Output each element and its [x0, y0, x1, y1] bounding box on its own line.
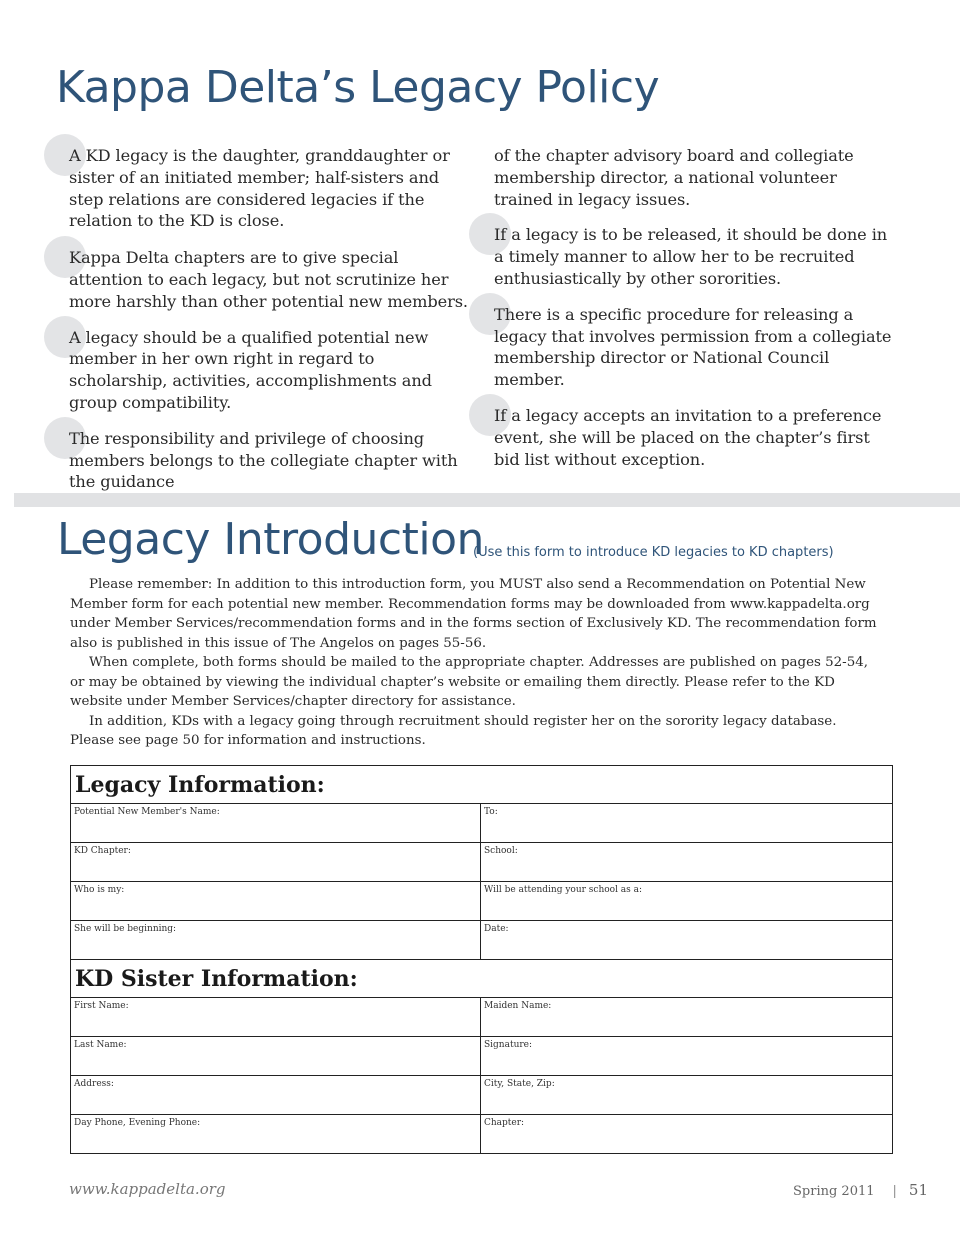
beginning-field[interactable]: She will be beginning: [71, 921, 481, 959]
policy-paragraph: Kappa Delta chapters are to give special attention to each legacy, but not scrutinize her more harshly than other potential new members. [69, 247, 469, 312]
pnm-name-field[interactable]: Potential New Member's Name: [71, 804, 481, 842]
attending-as-field[interactable]: Will be attending your school as a: [484, 885, 643, 895]
policy-paragraph: A KD legacy is the daughter, granddaughter or sister of an initiated member; half-sisters and step relations are considered legacies if the relation to the KD is close. [69, 145, 469, 232]
policy-paragraph: If a legacy is to be released, it should be done in a timely manner to allow her to be recruited enthusiastically by other sororities. [494, 224, 894, 289]
policy-paragraph: The responsibility and privilege of choosing members belongs to the collegiate chapter with the guidance [69, 428, 469, 493]
form-row [71, 804, 892, 843]
form-row [71, 1076, 892, 1115]
chapter-field[interactable]: Chapter: [484, 1118, 525, 1128]
city-state-zip-field[interactable]: City, State, Zip: [484, 1079, 555, 1089]
school-field[interactable]: School: [484, 846, 518, 856]
footer-website: www.kappadelta.org [69, 1180, 226, 1198]
intro-text [70, 575, 882, 751]
form-row [71, 1037, 892, 1076]
phone-field[interactable]: Day Phone, Evening Phone: [71, 1115, 481, 1153]
footer-issue: Spring 2011 [793, 1184, 875, 1199]
policy-paragraph: There is a specific procedure for releasing a legacy that involves permission from a collegiate membership director or National Council member. [494, 304, 894, 391]
legacy-info-heading: Legacy Information: [71, 766, 892, 804]
sister-info-heading: KD Sister Information: [71, 960, 892, 998]
signature-field[interactable]: Signature: [484, 1040, 533, 1050]
intro-paragraph: Please remember: In addition to this introduction form, you MUST also send a Recommendation on Potential New Member form for each potential new member. Recommendation forms may be downloaded from www.kappadelta.org under Member Services/recommendation forms and in the forms section of Exclusively KD. The recommendation form also is published in this issue of The Angelos on pages 55-56. [70, 577, 877, 651]
form-row [71, 998, 892, 1037]
policy-right-column [494, 145, 894, 484]
policy-paragraph: If a legacy accepts an invitation to a preference event, she will be placed on the chapter’s first bid list without exception. [494, 405, 894, 470]
form-row [71, 882, 892, 921]
address-field[interactable]: Address: [71, 1076, 481, 1114]
to-field[interactable]: To: [484, 807, 498, 817]
form-row [71, 921, 892, 960]
intro-paragraph: In addition, KDs with a legacy going through recruitment should register her on the sorority legacy database. Please see page 50 for information and instructions. [70, 713, 837, 748]
maiden-name-field[interactable]: Maiden Name: [484, 1001, 552, 1011]
relation-field[interactable]: Who is my: [71, 882, 481, 920]
form-row [71, 1115, 892, 1153]
last-name-field[interactable]: Last Name: [71, 1037, 481, 1075]
legacy-form [70, 765, 893, 1154]
section-divider [14, 493, 960, 507]
form-row [71, 843, 892, 882]
intro-subtitle: (Use this form to introduce KD legacies to KD chapters) [473, 545, 834, 560]
intro-title: Legacy Introduction [57, 514, 484, 565]
policy-left-column [69, 145, 469, 507]
first-name-field[interactable]: First Name: [71, 998, 481, 1036]
footer-issue-info [793, 1181, 928, 1199]
footer-separator: | [892, 1184, 897, 1199]
policy-title: Kappa Delta’s Legacy Policy [56, 62, 660, 113]
policy-paragraph: A legacy should be a qualified potential new member in her own right in regard to scholarship, activities, accomplishments and group compatibility. [69, 327, 469, 414]
page-number: 51 [908, 1181, 928, 1199]
policy-paragraph-continued: of the chapter advisory board and collegiate membership director, a national volunteer trained in legacy issues. [494, 146, 854, 209]
kd-chapter-field[interactable]: KD Chapter: [71, 843, 481, 881]
intro-paragraph: When complete, both forms should be mailed to the appropriate chapter. Addresses are published on pages 52-54, or may be obtained by viewing the individual chapter’s website or emailing them directly. Please refer to the KD website under Member Services/chapter directory for assistance. [70, 655, 869, 709]
date-field[interactable]: Date: [484, 924, 509, 934]
